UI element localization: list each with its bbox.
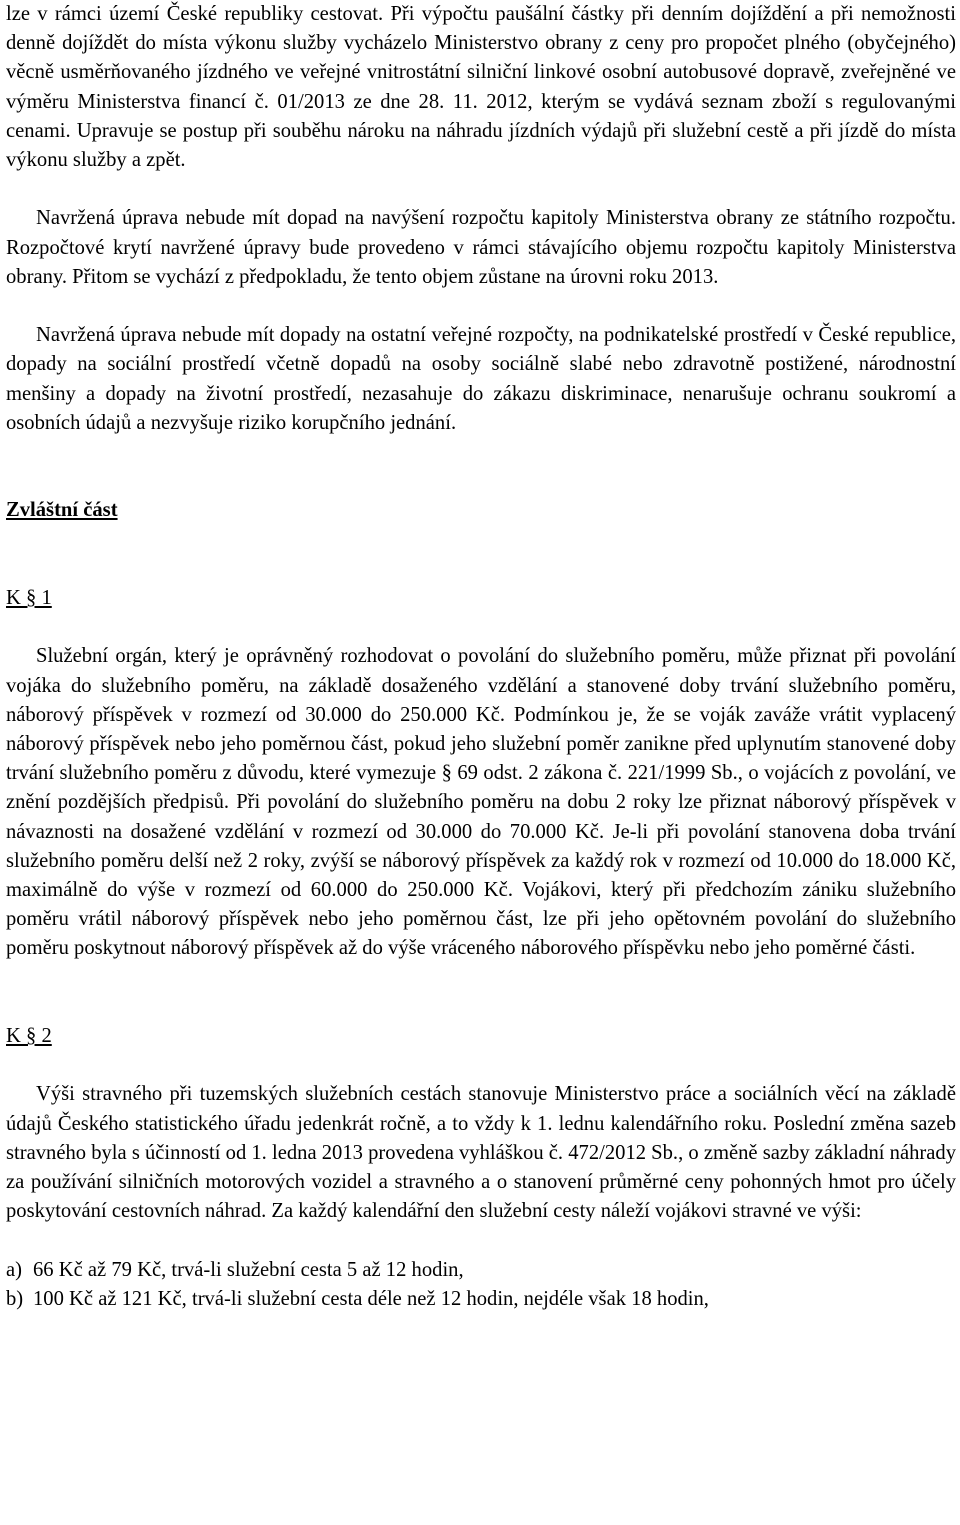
spacer xyxy=(6,1051,956,1080)
list-item-text: 100 Kč až 121 Kč, trvá-li služební cesta déle než 12 hodin, nejdéle však 18 hodin, xyxy=(33,1287,709,1310)
spacer xyxy=(6,1226,956,1255)
section-2-label: K § 2 xyxy=(6,1025,52,1048)
allowance-list xyxy=(6,1256,956,1314)
intro-paragraph: lze v rámci území České republiky cestovat. Při výpočtu paušální částky při denním dojíždění a při nemožnosti denně dojíždět do místa výkonu služby vycházelo Ministerstvo obrany z ceny pro propočet plného (obyčejného) věcně usměrňovaného jízdného ve veřejné vnitrostátní silniční linkové osobní autobusové dopravě, zveřejněné ve výměru Ministerstva financí č. 01/2013 ze dne 28. 11. 2012, kterým se vydává seznam zboží s regulovanými cenami. Upravuje se postup při souběhu nároku na náhradu jízdních výdajů při služební cestě a při jízdě do místa výkonu služby a zpět. xyxy=(6,3,956,172)
list-item-text: 66 Kč až 79 Kč, trvá-li služební cesta 5 až 12 hodin, xyxy=(33,1258,464,1281)
list-item-label: a) xyxy=(6,1258,22,1281)
impact-paragraph: Navržená úprava nebude mít dopady na ostatní veřejné rozpočty, na podnikatelské prostředí v České republice, dopady na sociální prostředí včetně dopadů na osoby sociálně slabé nebo zdravotně postižené, národnostní menšiny a dopady na životní prostředí, nezasahuje do zákazu diskriminace, nenarušuje ochranu soukromí a osobních údajů a nezvyšuje riziko korupčního jednání. xyxy=(6,324,956,434)
spacer xyxy=(6,964,956,1022)
document-page xyxy=(6,0,956,1314)
special-part-heading: Zvláštní část xyxy=(6,499,118,522)
spacer xyxy=(6,438,956,496)
list-item xyxy=(6,1285,956,1314)
spacer xyxy=(6,175,956,204)
list-item-label: b) xyxy=(6,1287,24,1310)
spacer xyxy=(6,613,956,642)
list-item xyxy=(6,1256,956,1285)
section-1-text: Služební orgán, který je oprávněný rozhodovat o povolání do služebního poměru, může přiznat při povolání vojáka do služebního poměru, na základě dosaženého vzdělání a stanovené doby trvání služebního poměru, náborový příspěvek v rozmezí od 30.000 do 250.000 Kč. Podmínkou je, že se voják zaváže vrátit vyplacený náborový příspěvek nebo jeho poměrnou část, pokud jeho služební poměr zanikne před uplynutím stanovené doby trvání služebního poměru z důvodu, které vymezuje § 69 odst. 2 zákona č. 221/1999 Sb., o vojácích z povolání, ve znění pozdějších předpisů. Při povolání do služebního poměru na dobu 2 roky lze přiznat náborový příspěvek v návaznosti na dosažené vzdělání v rozmezí od 30.000 do 70.000 Kč. Je-li při povolání stanovena doba trvání služebního poměru delší než 2 roky, zvýší se náborový příspěvek za každý rok v rozmezí od 10.000 do 18.000 Kč, maximálně do výše v rozmezí od 60.000 do 250.000 Kč. Vojákovi, který při předchozím zániku služebního poměru vrátil náborový příspěvek nebo jeho poměrnou část, lze při jeho opětovném povolání do služebního poměru poskytnout náborový příspěvek až do výše vráceného náborového příspěvku nebo jeho poměrné části. xyxy=(6,645,956,960)
budget-paragraph: Navržená úprava nebude mít dopad na navýšení rozpočtu kapitoly Ministerstva obrany ze státního rozpočtu. Rozpočtové krytí navržené úpravy bude provedeno v rámci stávajícího objemu rozpočtu kapitoly Ministerstva obrany. Přitom se vychází z předpokladu, že tento objem zůstane na úrovni roku 2013. xyxy=(6,207,956,288)
section-1-label: K § 1 xyxy=(6,587,52,609)
section-2-text: Výši stravného při tuzemských služebních cestách stanovuje Ministerstvo práce a sociálních věcí na základě údajů Českého statistického úřadu jedenkrát ročně, a to vždy k 1. lednu kalendářního roku. Poslední změna sazeb stravného byla s účinností od 1. ledna 2013 provedena vyhláškou č. 472/2012 Sb., o změně sazby základní náhrady za používání silničních motorových vozidel a stravného a o stanovení průměrné ceny pohonných hmot pro účely poskytování cestovních náhrad. Za každý kalendářní den služební cesty náleží vojákovi stravné ve výši: xyxy=(6,1083,956,1223)
spacer xyxy=(6,526,956,584)
spacer xyxy=(6,292,956,321)
